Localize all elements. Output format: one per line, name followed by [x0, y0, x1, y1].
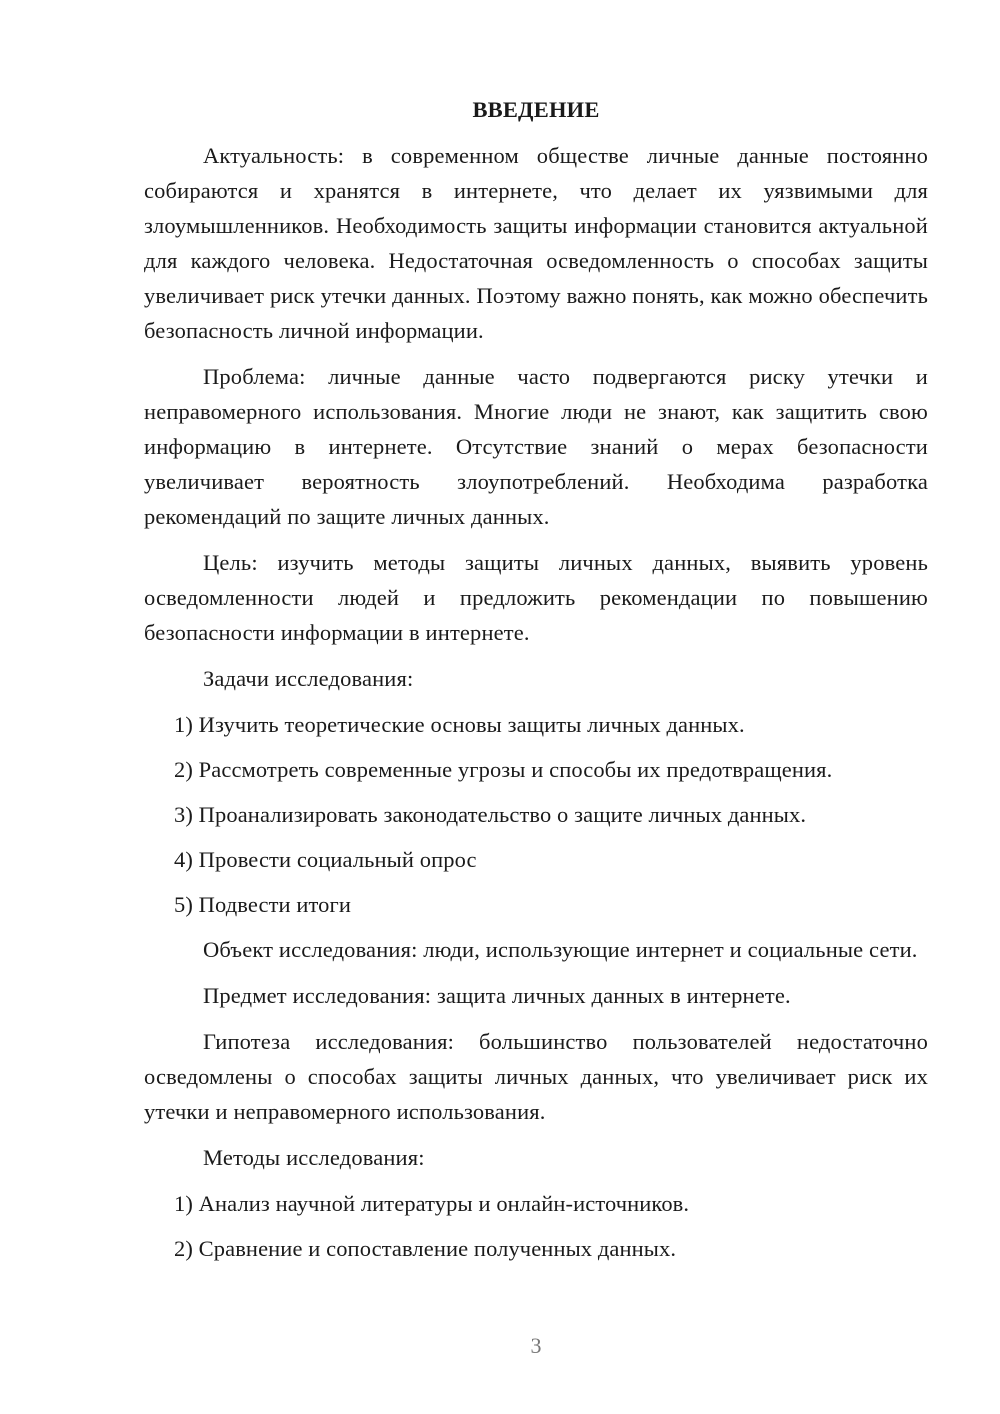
subject-paragraph: Предмет исследования: защита личных данных в интернете.: [203, 983, 791, 1008]
problem-paragraph: Проблема: личные данные часто подвергаются риску утечки и неправомерного использования. Многие люди не знают, как защитить свою информацию в интернете. Отсутствие знаний о мерах безопасности увеличивает вероятность злоупотреблений. Необходима разработка рекомендаций по защите личных данных.: [144, 364, 928, 529]
tasks-title: Задачи исследования:: [203, 666, 414, 691]
task-item-2: 2) Рассмотреть современные угрозы и способы их предотвращения.: [174, 757, 833, 782]
relevance-paragraph: Актуальность: в современном обществе личные данные постоянно собираются и хранятся в интернете, что делает их уязвимыми для злоумышленников. Необходимость защиты информации становится актуальной для каждого человека. Недостаточная осведомленность о способах защиты увеличивает риск утечки данных. Поэтому важно понять, как можно обеспечить безопасность личной информации.: [144, 143, 928, 343]
page-number: 3: [530, 1333, 542, 1358]
methods-title: Методы исследования:: [203, 1145, 425, 1170]
page-content: [144, 92, 928, 1276]
goal-paragraph: Цель: изучить методы защиты личных данных, выявить уровень осведомленности людей и предложить рекомендации по повышению безопасности информации в интернете.: [144, 550, 928, 645]
section-heading: ВВЕДЕНИЕ: [472, 97, 600, 122]
task-item-5: 5) Подвести итоги: [174, 892, 351, 917]
task-item-3: 3) Проанализировать законодательство о защите личных данных.: [174, 802, 807, 827]
hypothesis-paragraph: Гипотеза исследования: большинство пользователей недостаточно осведомлены о способах защиты личных данных, что увеличивает риск их утечки и неправомерного использования.: [144, 1029, 928, 1124]
object-paragraph: Объект исследования: люди, использующие интернет и социальные сети.: [203, 937, 918, 962]
task-item-1: 1) Изучить теоретические основы защиты личных данных.: [174, 712, 745, 737]
method-item-2: 2) Сравнение и сопоставление полученных данных.: [174, 1236, 677, 1261]
method-item-1: 1) Анализ научной литературы и онлайн-источников.: [174, 1191, 690, 1216]
task-item-4: 4) Провести социальный опрос: [174, 847, 477, 872]
